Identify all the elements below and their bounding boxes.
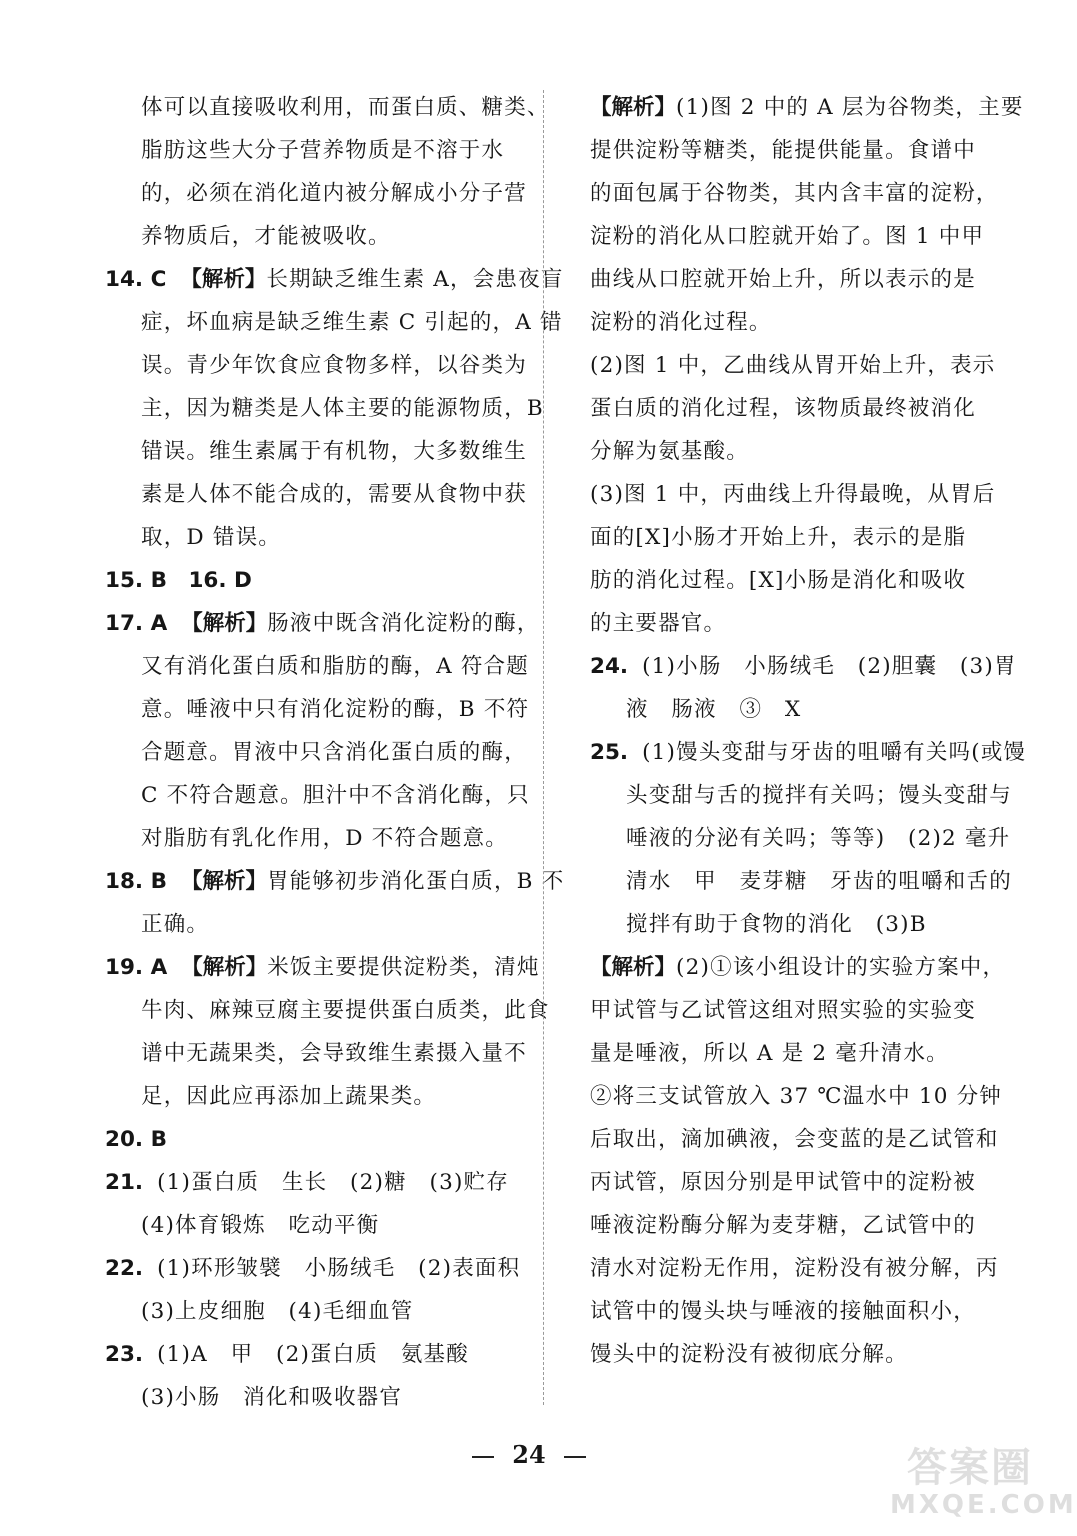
text-line xyxy=(105,516,525,559)
analysis-tag: 【解析】 xyxy=(590,95,677,120)
text-line xyxy=(105,215,525,258)
analysis-tag: 【解析】 xyxy=(180,267,267,292)
watermark-top-text: 答案圈 xyxy=(907,1445,1033,1491)
text-line xyxy=(590,1290,975,1333)
line-text: 对脂肪有乳化作用，D 不符合题意。 xyxy=(141,826,508,851)
text-line xyxy=(105,1161,525,1204)
line-text: 提供淀粉等糖类，能提供能量。食谱中 xyxy=(590,138,976,163)
text-line xyxy=(105,258,564,301)
line-text: 馒头中的淀粉没有被彻底分解。 xyxy=(590,1342,908,1367)
text-line xyxy=(590,215,985,258)
text-line xyxy=(105,172,525,215)
question-number: 17. A xyxy=(105,611,168,636)
line-text: (3)小肠 消化和吸收器官 xyxy=(141,1385,403,1410)
question-number: 25. xyxy=(590,740,629,765)
line-text: 足，因此应再添加上蔬果类。 xyxy=(141,1084,437,1109)
line-text: (1)小肠 小肠绒毛 (2)胆囊 (3)胃 xyxy=(642,654,1017,679)
line-text: 分解为氨基酸。 xyxy=(590,439,749,464)
line-text: ②将三支试管放入 37 ℃温水中 10 分钟 xyxy=(590,1084,1003,1109)
line-text: 搅拌有助于食物的消化 (3)B xyxy=(626,912,927,937)
line-text: 意。唾液中只有消化淀粉的酶，B 不符 xyxy=(141,697,530,722)
text-line xyxy=(590,989,975,1032)
line-text: 长期缺乏维生素 A，会患夜盲 xyxy=(266,267,564,292)
text-line xyxy=(590,860,1012,903)
text-line xyxy=(590,516,975,559)
line-text: (3)上皮细胞 (4)毛细血管 xyxy=(141,1299,414,1324)
text-line xyxy=(590,473,996,516)
line-text: (1)图 2 中的 A 层为谷物类，主要 xyxy=(676,95,1024,120)
text-line xyxy=(590,688,975,731)
text-line xyxy=(590,387,975,430)
line-text: 的面包属于谷物类，其内含丰富的淀粉， xyxy=(590,181,999,206)
watermark-logo xyxy=(890,1445,1077,1526)
line-text: 主，因为糖类是人体主要的能源物质，B xyxy=(141,396,544,421)
left-column xyxy=(105,86,565,1419)
line-text: 肪的消化过程。[X]小肠是消化和吸收 xyxy=(590,568,967,593)
text-line xyxy=(590,1075,1003,1118)
text-line xyxy=(105,387,544,430)
text-line xyxy=(105,860,565,903)
text-line xyxy=(105,645,529,688)
question-number: 15. B 16. D xyxy=(105,568,252,593)
question-number: 20. B xyxy=(105,1127,167,1152)
line-text: (1)环形皱襞 小肠绒毛 (2)表面积 xyxy=(157,1256,521,1281)
right-column xyxy=(590,86,1027,1376)
line-text: 清水对淀粉无作用，淀粉没有被分解，丙 xyxy=(590,1256,999,1281)
text-line xyxy=(105,731,525,774)
line-text: (1)A 甲 (2)蛋白质 氨基酸 xyxy=(157,1342,469,1367)
text-line xyxy=(105,344,525,387)
line-text: 错误。维生素属于有机物，大多数维生 xyxy=(141,439,527,464)
line-text: 脂肪这些大分子营养物质是不溶于水 xyxy=(141,138,505,163)
text-line xyxy=(105,1333,525,1376)
text-line xyxy=(590,1118,999,1161)
text-line xyxy=(105,1118,525,1161)
line-text: (1)馒头变甜与牙齿的咀嚼有关吗(或馒 xyxy=(642,740,1027,765)
question-number: 23. xyxy=(105,1342,144,1367)
line-text: 量是唾液，所以 A 是 2 毫升清水。 xyxy=(590,1041,949,1066)
line-text: 谱中无蔬果类，会导致维生素摄入量不 xyxy=(141,1041,527,1066)
text-line xyxy=(105,1290,525,1333)
text-line xyxy=(105,774,530,817)
text-line xyxy=(105,989,550,1032)
text-line xyxy=(105,1247,525,1290)
line-text: 曲线从口腔就开始上升，所以表示的是 xyxy=(590,267,976,292)
text-line xyxy=(105,1376,525,1419)
text-line xyxy=(105,86,550,129)
text-line xyxy=(105,1032,525,1075)
line-text: 的主要器官。 xyxy=(590,611,727,636)
text-line xyxy=(590,1161,975,1204)
question-number: 18. B xyxy=(105,869,167,894)
text-line xyxy=(590,559,975,602)
line-text: (3)图 1 中，丙曲线上升得最晚，从胃后 xyxy=(590,482,996,507)
line-text: 肠液中既含消化淀粉的酶， xyxy=(267,611,540,636)
line-text: 误。青少年饮食应食物多样，以谷类为 xyxy=(141,353,527,378)
line-text: 淀粉的消化从口腔就开始了。图 1 中甲 xyxy=(590,224,985,249)
text-line xyxy=(105,559,525,602)
line-text: 的，必须在消化道内被分解成小分子营 xyxy=(141,181,527,206)
page-dash-left xyxy=(472,1456,494,1458)
text-line xyxy=(590,258,975,301)
question-number: 22. xyxy=(105,1256,144,1281)
line-text: (1)蛋白质 生长 (2)糖 (3)贮存 xyxy=(157,1170,509,1195)
question-number: 24. xyxy=(590,654,629,679)
text-line xyxy=(590,1032,975,1075)
line-text: 头变甜与舌的搅拌有关吗；馒头变甜与 xyxy=(626,783,1012,808)
analysis-tag: 【解析】 xyxy=(181,611,268,636)
text-line xyxy=(590,1333,975,1376)
text-line xyxy=(590,602,975,645)
line-text: 蛋白质的消化过程，该物质最终被消化 xyxy=(590,396,976,421)
text-line xyxy=(590,172,999,215)
text-line xyxy=(590,645,1017,688)
line-text: 又有消化蛋白质和脂肪的酶，A 符合题 xyxy=(141,654,529,679)
line-text: 淀粉的消化过程。 xyxy=(590,310,772,335)
line-text: 取，D 错误。 xyxy=(141,525,281,550)
text-line xyxy=(590,344,996,387)
line-text: 甲试管与乙试管这组对照实验的实验变 xyxy=(590,998,976,1023)
line-text: 牛肉、麻辣豆腐主要提供蛋白质类，此食 xyxy=(141,998,550,1023)
line-text: (4)体育锻炼 吃动平衡 xyxy=(141,1213,380,1238)
text-line xyxy=(590,129,975,172)
page-number-text: 24 xyxy=(512,1440,546,1469)
line-text: 面的[X]小肠才开始上升，表示的是脂 xyxy=(590,525,967,550)
line-text: 体可以直接吸收利用，而蛋白质、糖类、 xyxy=(141,95,550,120)
text-line xyxy=(590,774,1012,817)
text-line xyxy=(590,1204,975,1247)
text-line xyxy=(105,903,525,946)
line-text: 后取出，滴加碘液，会变蓝的是乙试管和 xyxy=(590,1127,999,1152)
line-text: 唾液的分泌有关吗；等等) (2)2 毫升 xyxy=(626,826,1011,851)
text-line xyxy=(105,1075,525,1118)
line-text: C 不符合题意。胆汁中不含消化酶，只 xyxy=(141,783,530,808)
line-text: 正确。 xyxy=(141,912,210,937)
page-dash-right xyxy=(564,1456,586,1458)
line-text: 胃能够初步消化蛋白质，B 不 xyxy=(266,869,565,894)
text-line xyxy=(105,1204,525,1247)
text-line xyxy=(105,946,540,989)
text-line xyxy=(105,129,525,172)
watermark-bottom-text: MXQE.COM xyxy=(890,1490,1077,1520)
line-text: (2)图 1 中，乙曲线从胃开始上升，表示 xyxy=(590,353,996,378)
line-text: 合题意。胃液中只含消化蛋白质的酶， xyxy=(141,740,527,765)
analysis-tag: 【解析】 xyxy=(181,955,268,980)
question-number: 19. A xyxy=(105,955,168,980)
column-divider xyxy=(543,90,544,1405)
line-text: 素是人体不能合成的，需要从食物中获 xyxy=(141,482,527,507)
line-text: 液 肠液 ③ X xyxy=(626,697,802,722)
line-text: 养物质后，才能被吸收。 xyxy=(141,224,391,249)
text-line xyxy=(590,430,975,473)
line-text: (2)①该小组设计的实验方案中， xyxy=(676,955,1006,980)
text-line xyxy=(105,688,530,731)
text-line xyxy=(590,903,975,946)
line-text: 试管中的馒头块与唾液的接触面积小， xyxy=(590,1299,976,1324)
line-text: 丙试管，原因分别是甲试管中的淀粉被 xyxy=(590,1170,976,1195)
text-line xyxy=(590,1247,999,1290)
line-text: 米饭主要提供淀粉类，清炖 xyxy=(267,955,540,980)
line-text: 症，坏血病是缺乏维生素 C 引起的，A 错 xyxy=(141,310,563,335)
analysis-tag: 【解析】 xyxy=(590,955,677,980)
line-text: 唾液淀粉酶分解为麦芽糖，乙试管中的 xyxy=(590,1213,976,1238)
line-text: 清水 甲 麦芽糖 牙齿的咀嚼和舌的 xyxy=(626,869,1012,894)
text-line xyxy=(105,473,525,516)
text-line xyxy=(590,817,1011,860)
text-line xyxy=(590,86,1024,129)
text-line xyxy=(590,946,1006,989)
text-line xyxy=(105,301,563,344)
text-line xyxy=(105,430,525,473)
analysis-tag: 【解析】 xyxy=(180,869,267,894)
text-line xyxy=(590,731,1027,774)
text-line xyxy=(590,301,975,344)
text-line xyxy=(105,817,525,860)
text-line xyxy=(105,602,540,645)
question-number: 14. C xyxy=(105,267,167,292)
question-number: 21. xyxy=(105,1170,144,1195)
